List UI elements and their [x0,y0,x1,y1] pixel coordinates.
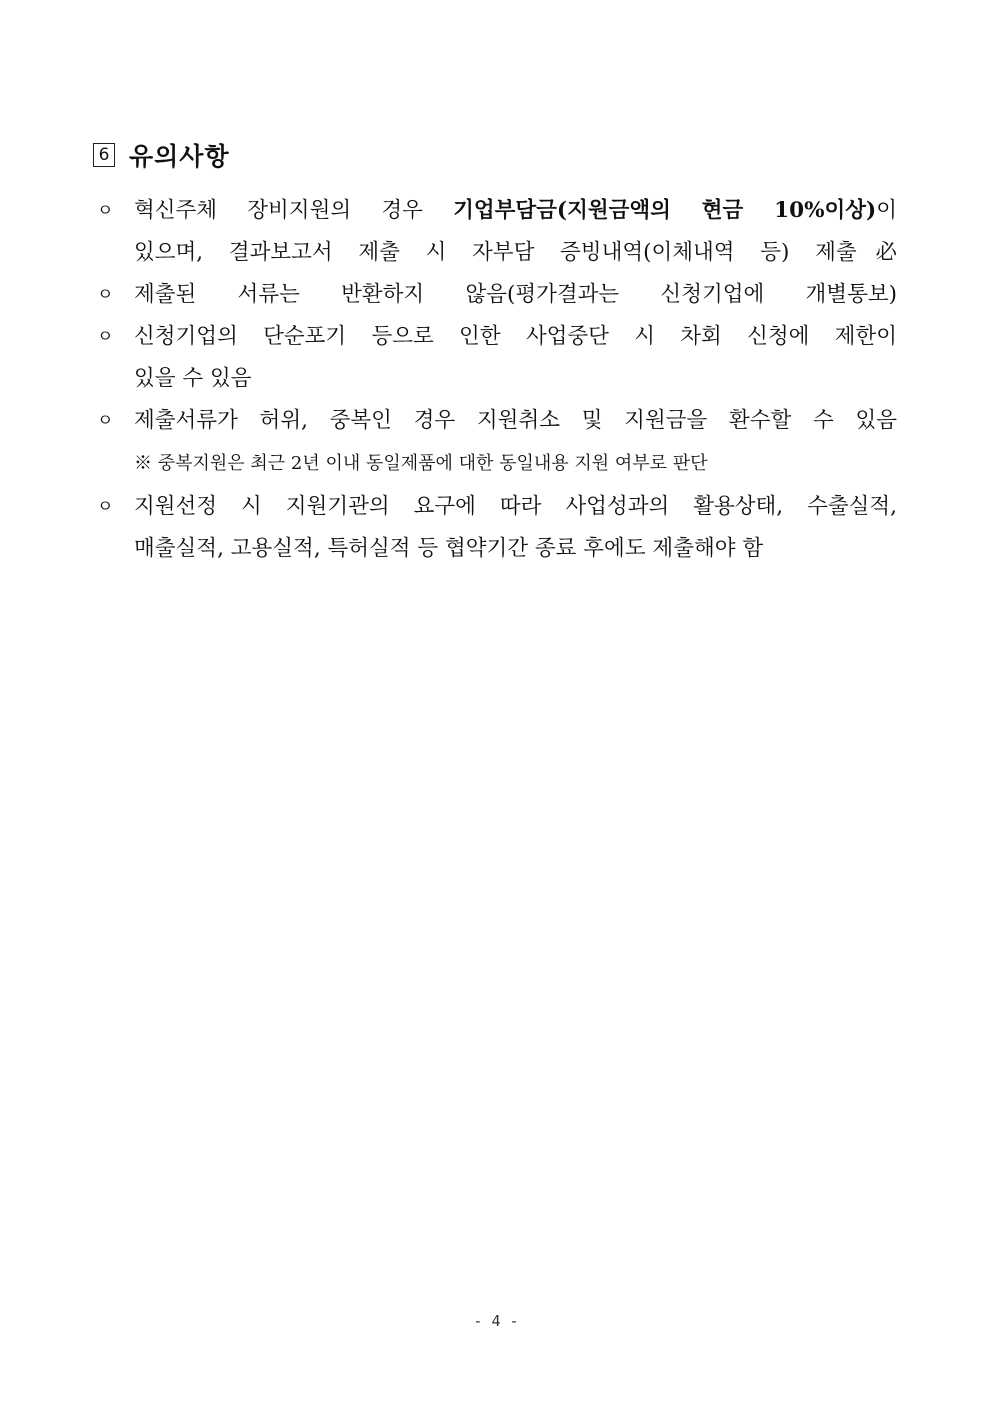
list-item: ㅇ 제출서류가 허위, 중복인 경우 지원취소 및 지원금을 환수할 수 있음 [97,400,897,442]
list-item: ㅇ 혁신주체 장비지원의 경우 기업부담금(지원금액의 현금 10%이상)이 있으며, 결과보고서 제출 시 자부담 증빙내역(이체내역 등) 제출必 [97,190,897,274]
list-item: ㅇ 신청기업의 단순포기 등으로 인한 사업중단 시 차회 신청에 제한이 있을 수 있음 [97,316,897,400]
highlight-text: 기업부담금(지원금액의 현금 10%이상) [453,198,877,223]
section-heading [93,137,230,173]
bullet-icon: ㅇ [97,411,114,431]
bullet-icon: ㅇ [97,285,114,305]
list-item: ㅇ 지원선정 시 지원기관의 요구에 따라 사업성과의 활용상태, 수출실적, 매출실적, 고용실적, 특허실적 등 협약기간 종료 후에도 제출해야 함 [97,486,897,570]
note-text: ※ 중복지원은 최근 2년 이내 동일제품에 대한 동일내용 지원 여부로 판단 [134,453,708,474]
section-title: 유의사항 [129,142,230,171]
section-number-box: 6 [93,143,115,167]
list-item: ㅇ 제출된 서류는 반환하지 않음(평가결과는 신청기업에 개별통보) [97,274,897,316]
bullet-icon: ㅇ [97,201,114,221]
bullet-icon: ㅇ [97,497,114,517]
notice-list [97,190,897,570]
page-number: - 4 - [473,1312,519,1330]
bullet-icon: ㅇ [97,327,114,347]
